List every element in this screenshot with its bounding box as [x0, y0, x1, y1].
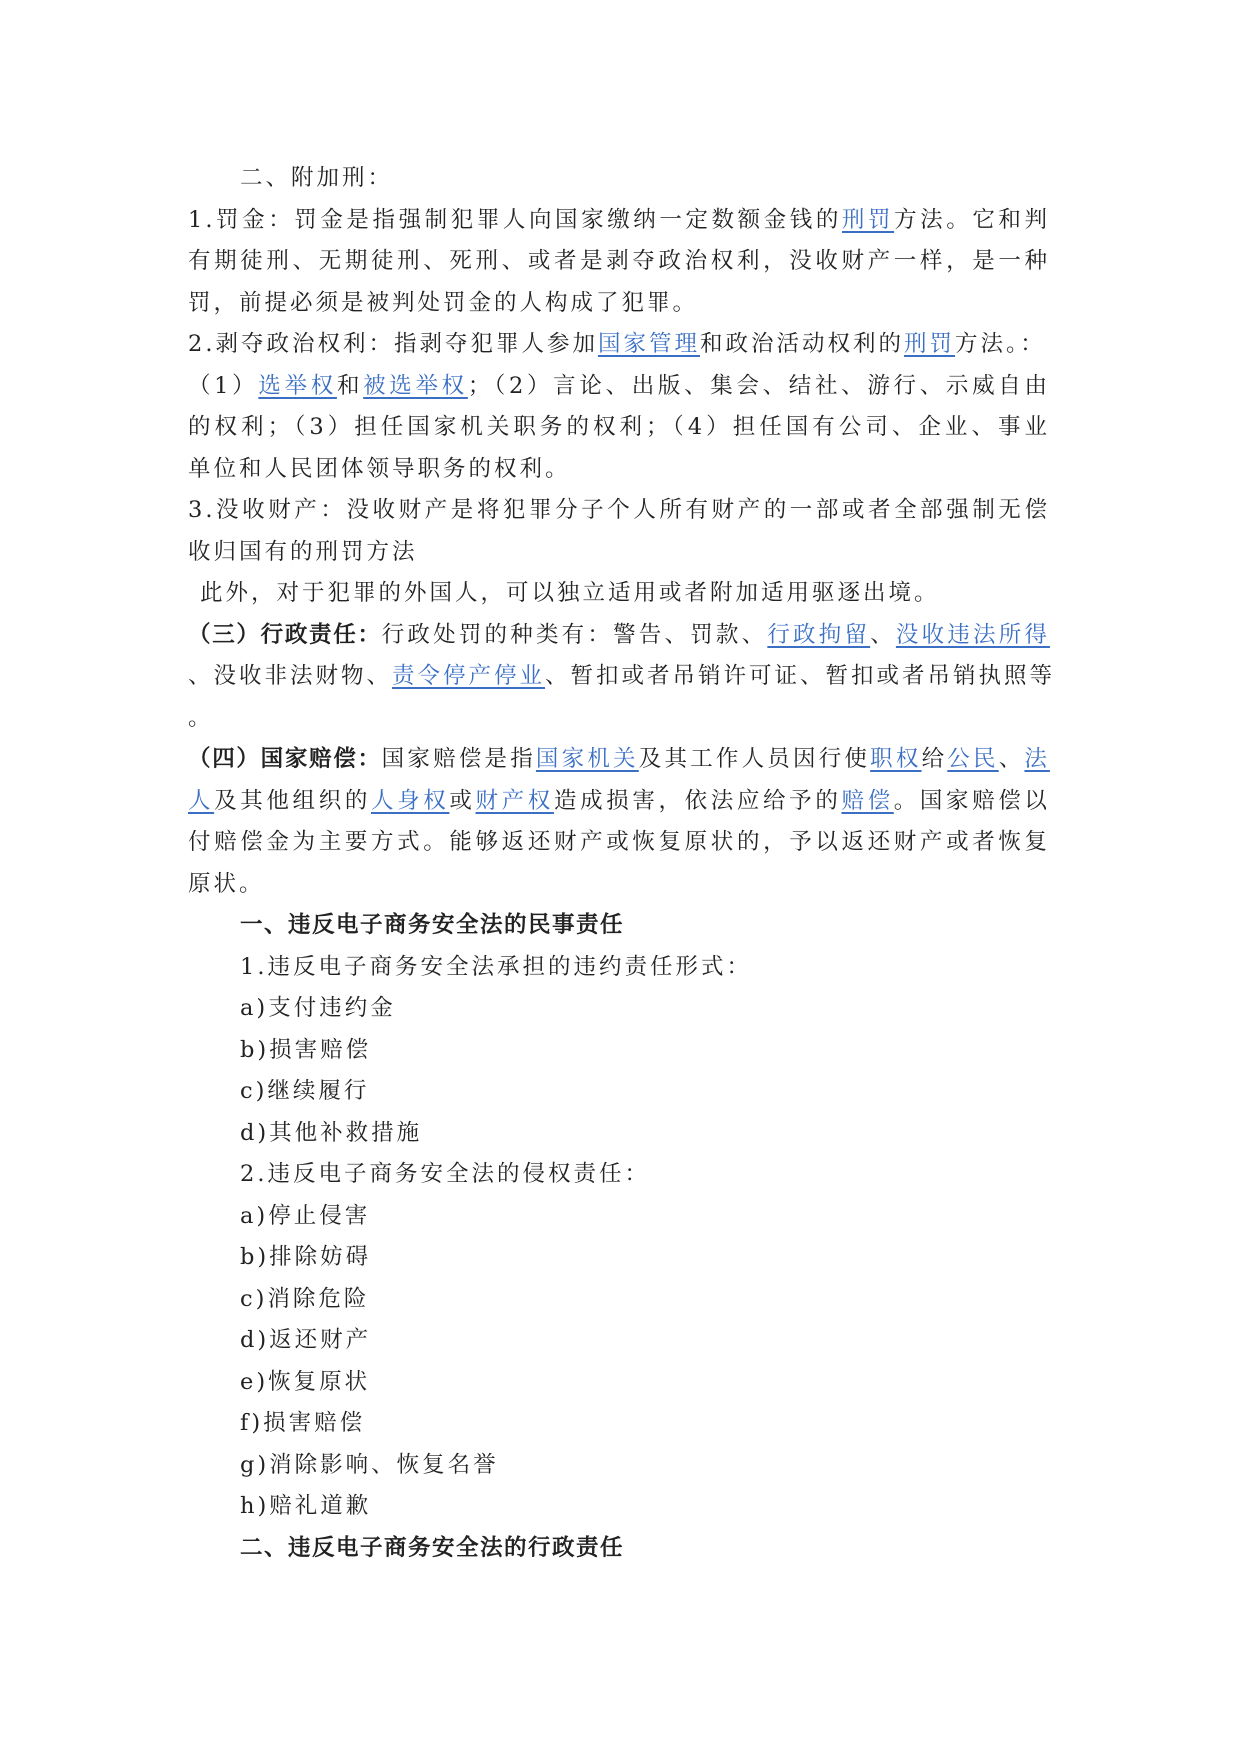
- paragraph-state-compensation-line-1: （四）国家赔偿：国家赔偿是指国家机关及其工作人员因行使职权给公民、法: [188, 746, 1050, 772]
- paragraph-admin-liability-line-3: 。: [188, 704, 214, 731]
- heading-civil-liability: 一、违反电子商务安全法的民事责任: [240, 912, 625, 938]
- list-item: a)停止侵害: [240, 1202, 371, 1229]
- link-property-rights[interactable]: 财产权: [475, 787, 554, 814]
- link-compensation[interactable]: 赔偿: [841, 787, 894, 814]
- paragraph-political-rights-line-1: 2.剥夺政治权利：指剥夺犯罪人参加国家管理和政治活动权利的刑罚方法。：: [188, 331, 1046, 357]
- subheading-breach-liability: 1.违反电子商务安全法承担的违约责任形式：: [240, 953, 752, 980]
- paragraph-deportation: 此外，对于犯罪的外国人，可以独立适用或者附加适用驱逐出境。: [200, 580, 940, 606]
- list-item: c)继续履行: [240, 1078, 370, 1104]
- link-confiscate-illegal-gains[interactable]: 没收违法所得: [895, 621, 1050, 648]
- list-item: d)其他补救措施: [240, 1119, 423, 1146]
- list-item: e)恢复原状: [240, 1368, 371, 1395]
- link-right-to-vote[interactable]: 选举权: [258, 372, 337, 399]
- paragraph-admin-liability-line-1: （三）行政责任：行政处罚的种类有：警告、罚款、行政拘留、没收违法所得: [188, 621, 1050, 648]
- list-item: h)赔礼道歉: [240, 1493, 372, 1519]
- paragraph-fine-line-2: 有期徒刑、无期徒刑、死刑、或者是剥夺政治权利，没收财产一样，是一种: [188, 248, 1050, 274]
- paragraph-state-compensation-line-4: 原状。: [188, 870, 265, 897]
- paragraph-confiscation-line-2: 收归国有的刑罚方法: [188, 538, 418, 565]
- paragraph-political-rights-line-2: （1）选举权和被选举权；（2）言论、出版、集会、结社、游行、示威自由: [188, 372, 1050, 399]
- document-page: [188, 158, 1056, 1569]
- list-item: f)损害赔偿: [240, 1410, 366, 1436]
- heading-administrative-liability: 二、违反电子商务安全法的行政责任: [240, 1534, 625, 1561]
- link-legal-person-part-2[interactable]: 人: [188, 787, 215, 814]
- link-order-suspension[interactable]: 责令停产停业: [392, 663, 546, 689]
- link-right-to-be-elected[interactable]: 被选举权: [363, 372, 468, 399]
- link-citizen[interactable]: 公民: [947, 746, 999, 772]
- paragraph-admin-liability-line-2: 、没收非法财物、责令停产停业、暂扣或者吊销许可证、暂扣或者吊销执照等: [188, 663, 1056, 689]
- paragraph-state-compensation-line-2: 人及其他组织的人身权或财产权造成损害，依法应给予的赔偿。国家赔偿以: [188, 787, 1050, 814]
- paragraph-fine-line-1: 1.罚金：罚金是指强制犯罪人向国家缴纳一定数额金钱的刑罚方法。它和判: [188, 206, 1050, 233]
- link-state-organs[interactable]: 国家机关: [535, 746, 639, 772]
- list-item: a)支付违约金: [240, 995, 396, 1021]
- list-item: b)损害赔偿: [240, 1036, 372, 1063]
- list-item: d)返还财产: [240, 1327, 372, 1353]
- paragraph-confiscation-line-1: 3.没收财产：没收财产是将犯罪分子个人所有财产的一部或者全部强制无偿: [188, 497, 1050, 523]
- link-legal-person-part-1[interactable]: 法: [1024, 746, 1050, 772]
- paragraph-fine-line-3: 罚，前提必须是被判处罚金的人构成了犯罪。: [188, 289, 699, 316]
- paragraph-political-rights-line-4: 单位和人民团体领导职务的权利。: [188, 455, 571, 482]
- list-item: b)排除妨碍: [240, 1244, 372, 1270]
- link-authority[interactable]: 职权: [870, 746, 922, 772]
- link-administrative-detention[interactable]: 行政拘留: [767, 621, 871, 648]
- list-item: g)消除影响、恢复名誉: [240, 1451, 499, 1478]
- paragraph-political-rights-line-3: 的权利；（3）担任国家机关职务的权利；（4）担任国有公司、企业、事业: [188, 414, 1050, 440]
- link-penalty-2[interactable]: 刑罚: [904, 331, 956, 357]
- link-penalty[interactable]: 刑罚: [841, 206, 895, 233]
- link-personal-rights[interactable]: 人身权: [370, 787, 450, 814]
- link-state-management[interactable]: 国家管理: [597, 331, 700, 357]
- state-compensation-heading: （四）国家赔偿：: [188, 746, 382, 772]
- paragraph-state-compensation-line-3: 付赔偿金为主要方式。能够返还财产或恢复原状的，予以返还财产或者恢复: [188, 829, 1050, 855]
- list-item: c)消除危险: [240, 1285, 370, 1312]
- section-heading-supplementary-penalties: 二、附加刑：: [240, 165, 394, 191]
- admin-liability-heading: （三）行政责任：: [188, 621, 382, 648]
- subheading-tort-liability: 2.违反电子商务安全法的侵权责任：: [240, 1161, 650, 1187]
